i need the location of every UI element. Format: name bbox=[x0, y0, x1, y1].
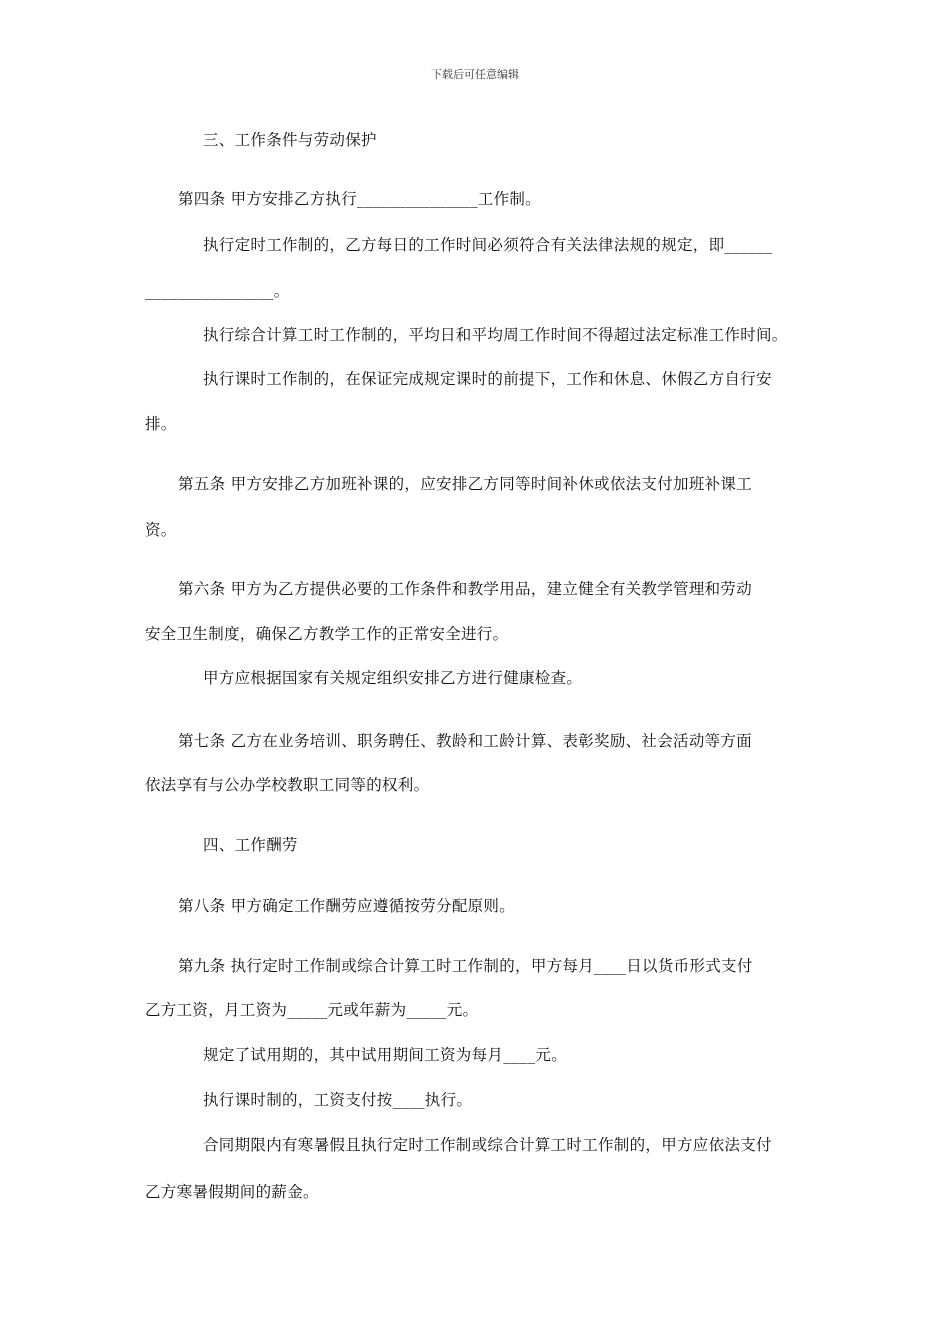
article-4: 第四条 甲方安排乙方执行_______________工作制。 bbox=[178, 190, 541, 208]
article-6: 第六条 甲方为乙方提供必要的工作条件和教学用品，建立健全有关教学管理和劳动 bbox=[178, 580, 753, 598]
article-9-para-2: 规定了试用期的，其中试用期间工资为每月____元。 bbox=[203, 1046, 568, 1064]
article-7: 第七条 乙方在业务培训、职务聘任、教龄和工龄计算、表彰奖励、社会活动等方面 bbox=[178, 732, 753, 750]
article-4-para-3: 执行课时工作制的，在保证完成规定课时的前提下，工作和休息、休假乙方自行安 bbox=[203, 370, 772, 388]
page-header: 下载后可任意编辑 bbox=[431, 68, 519, 81]
article-6-cont: 安全卫生制度，确保乙方教学工作的正常安全进行。 bbox=[145, 625, 509, 643]
article-4-para-3-cont: 排。 bbox=[145, 415, 177, 433]
article-9-cont: 乙方工资，月工资为_____元或年薪为_____元。 bbox=[145, 1001, 479, 1019]
article-7-cont: 依法享有与公办学校教职工同等的权利。 bbox=[145, 776, 430, 794]
article-9-para-3: 执行课时制的，工资支付按____执行。 bbox=[203, 1091, 473, 1109]
article-9-para-4: 合同期限内有寒暑假且执行定时工作制或综合计算工时工作制的，甲方应依法支付 bbox=[203, 1136, 772, 1154]
article-4-para-2: 执行综合计算工时工作制的，平均日和平均周工作时间不得超过法定标准工作时间。 bbox=[203, 326, 788, 344]
article-5: 第五条 甲方安排乙方加班补课的，应安排乙方同等时间补休或依法支付加班补课工 bbox=[178, 475, 753, 493]
article-8: 第八条 甲方确定工作酬劳应遵循按劳分配原则。 bbox=[178, 897, 516, 915]
section-heading-4: 四、工作酬劳 bbox=[203, 836, 298, 854]
article-9: 第九条 执行定时工作制或综合计算工时工作制的，甲方每月____日以货币形式支付 bbox=[178, 957, 753, 975]
article-4-para-1: 执行定时工作制的，乙方每日的工作时间必须符合有关法律法规的规定，即______ bbox=[203, 236, 773, 254]
article-6-para-2: 甲方应根据国家有关规定组织安排乙方进行健康检查。 bbox=[203, 669, 583, 687]
article-4-para-1-cont: ________________。 bbox=[145, 282, 290, 300]
article-9-para-4-cont: 乙方寒暑假期间的薪金。 bbox=[145, 1183, 319, 1201]
section-heading-3: 三、工作条件与劳动保护 bbox=[203, 131, 377, 149]
article-5-cont: 资。 bbox=[145, 521, 177, 539]
